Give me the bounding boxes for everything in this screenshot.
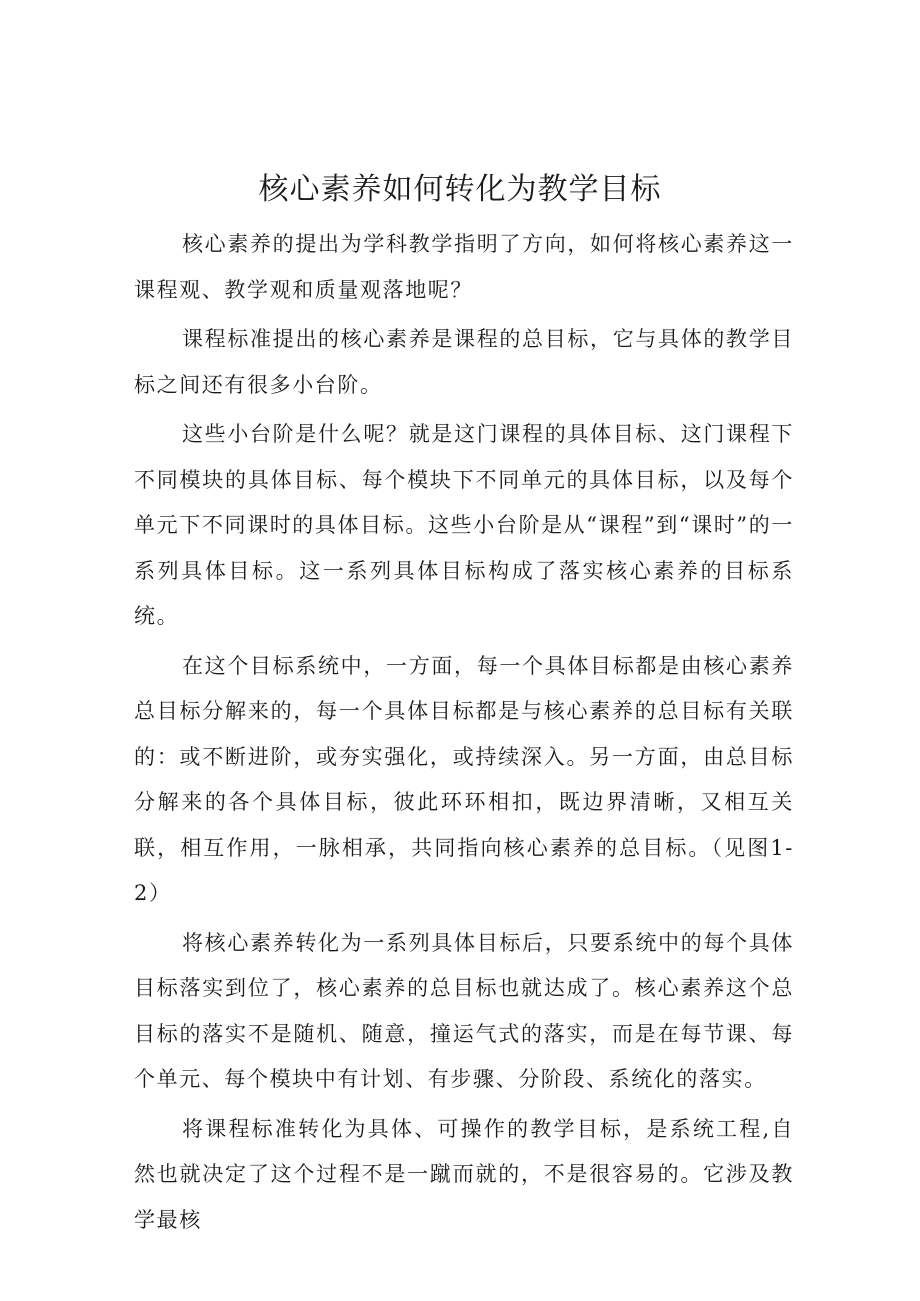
- document-title: 核心素养如何转化为教学目标: [258, 172, 662, 207]
- paragraph-4: 在这个目标系统中，一方面，每一个具体目标都是由核心素养总目标分解来的，每一个具体目标都是与核心素养的总目标有关联的：或不断进阶，或夯实强化，或持续深入。另一方面，由总目标分解来的各个具体目标，彼此环环相扣，既边界清晰，又相互关联，相互作用，一脉相承，共同指向核心素养的总目标。（见图1-2）: [134, 653, 794, 905]
- paragraph-1: 核心素养的提出为学科教学指明了方向，如何将核心素养这一课程观、教学观和质量观落地呢？: [134, 232, 794, 302]
- paragraph-6: 将课程标准转化为具体、可操作的教学目标，是系统工程,自然也就决定了这个过程不是一蹴而就的，不是很容易的。它涉及教学最核: [134, 1116, 794, 1232]
- document-body: [134, 222, 794, 1247]
- paragraph-2: 课程标准提出的核心素养是课程的总目标，它与具体的教学目标之间还有很多小台阶。: [134, 327, 794, 397]
- paragraph-3: 这些小台阶是什么呢？就是这门课程的具体目标、这门课程下不同模块的具体目标、每个模块下不同单元的具体目标，以及每个单元下不同课时的具体目标。这些小台阶是从“课程”到“课时”的一系列具体目标。这一系列具体目标构成了落实核心素养的目标系统。: [134, 422, 794, 628]
- paragraph-5: 将核心素养转化为一系列具体目标后，只要系统中的每个具体目标落实到位了，核心素养的总目标也就达成了。核心素养这个总目标的落实不是随机、随意，撞运气式的落实，而是在每节课、每个单元、每个模块中有计划、有步骤、分阶段、系统化的落实。: [134, 930, 794, 1091]
